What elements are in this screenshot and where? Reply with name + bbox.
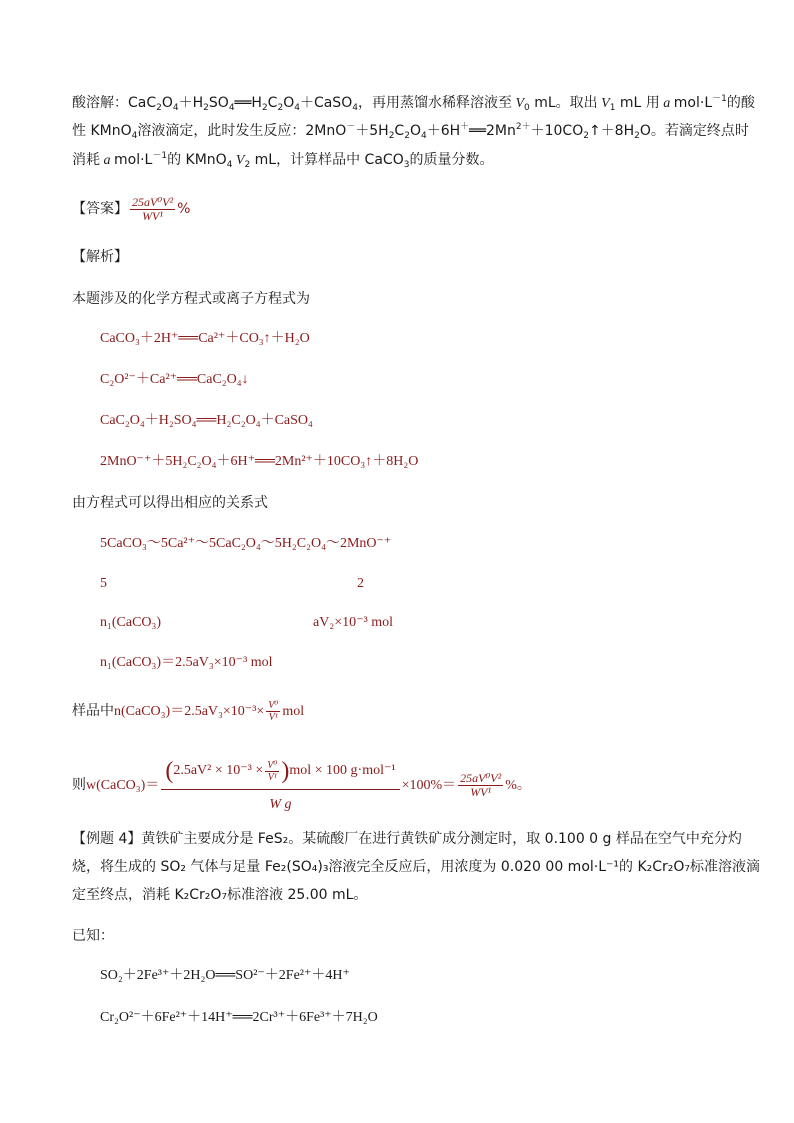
w-line: 则w(CaCO₃)＝ (2.5aV² × 10⁻³ × $\frac{\text{V⁰}}{\text{V¹}}$ )mol × 100 g·mol⁻¹ W g ×100%＝ $\frac{\text{25aV⁰V²}}{\text{WV¹}}$ %。 <box>72 758 531 812</box>
known-eq-1: SO₂＋2Fe³⁺＋2H₂O══SO²⁻＋2Fe²⁺＋4H⁺ <box>100 968 350 983</box>
answer-fraction: $\frac{\text{25aV⁰V²}}{\text{WV¹}}$ <box>132 194 174 223</box>
relation-lead: 由方程式可以得出相应的关系式 <box>72 495 268 511</box>
w-big-fraction: (2.5aV² × 10⁻³ × $\frac{\text{V⁰}}{\text{V¹}}$ )mol × 100 g·mol⁻¹ W g <box>161 756 399 813</box>
sample-line: 样品中n(CaCO₃)＝2.5aV₃×10⁻³× $\frac{\text{V⁰}}{\text{V¹}}$ mol <box>72 699 305 723</box>
sample-fraction: $\frac{\text{V⁰}}{\text{V¹}}$ <box>268 699 279 723</box>
example4-line-3: 定至终点，消耗 K₂Cr₂O₇标准溶液 25.00 mL。 <box>72 887 368 903</box>
known-label: 已知： <box>72 928 114 944</box>
analysis-lead: 本题涉及的化学方程式或离子方程式为 <box>72 291 310 307</box>
w-result-fraction: $\frac{\text{25aV⁰V²}}{\text{WV¹}}$ <box>460 770 502 799</box>
analysis-eq-3: CaC₂O₄＋H₂SO₄══H₂C₂O₄＋CaSO₄ <box>100 413 313 428</box>
example4-line-2: 烧，将生成的 SO₂ 气体与足量 Fe₂(SO₄)₃溶液完全反应后，用浓度为 0.020 00 mol·L⁻¹的 K₂Cr₂O₇标准溶液滴 <box>72 859 761 875</box>
example4-line-1: 【例题 4】黄铁矿主要成分是 FeS₂。某硫酸厂在进行黄铁矿成分测定时，取 0.100 0 g 样品在空气中充分灼 <box>72 831 742 847</box>
answer-label: 【答案】 <box>72 201 128 217</box>
answer-line: 【答案】 $\frac{\text{25aV⁰V²}}{\text{WV¹}}$ % <box>72 194 191 223</box>
analysis-eq-1: CaCO₃＋2H⁺══Ca²⁺＋CO₃↑＋H₂O <box>100 331 310 346</box>
relation-expression: 5CaCO₃～5Ca²⁺～5CaC₂O₄～5H₂C₂O₄～2MnO⁻⁺ <box>100 536 392 551</box>
n1-result: n₁(CaCO₃)＝2.5aV₃×10⁻³ mol <box>100 655 273 670</box>
analysis-eq-2: C₂O²⁻＋Ca²⁺══CaC₂O₄↓ <box>100 372 249 387</box>
intro-line-3: 消耗 a $mol\cdot L^{-1}$的 KMnO$_4$ $V_2$ mL，计算样品中 CaCO$_3$的质量分数。 <box>72 151 494 170</box>
intro-line-2: 性 KMnO$_4$溶液滴定，此时发生反应：$2MnO^-+5H_2C_2O_4+6H^+══2Mn^{2+}+10CO_2↑+8H_2O$。若滴定终点时 <box>72 122 749 141</box>
analysis-label: 【解析】 <box>72 249 128 265</box>
intro-line-1: 酸溶解：$CaC_2O_4+H_2SO_4══H_2C_2O_4+CaSO_4$，再用蒸馏水稀释溶液至 $V_0$ mL。取出 $V_1$ mL 用 a $mol\cdot L^{-1}$的酸 <box>72 94 755 113</box>
analysis-eq-4: 2MnO⁻⁺＋5H₂C₂O₄＋6H⁺══2Mn²⁺＋10CO₃↑＋8H₂O <box>100 454 419 469</box>
known-eq-2: Cr₂O²⁻＋6Fe²⁺＋14H⁺══2Cr³⁺＋6Fe³⁺＋7H₂O <box>100 1010 378 1025</box>
coef-right: 2 <box>357 576 364 591</box>
coef-left: 5 <box>100 576 107 591</box>
n1-right: aV₂×10⁻³ mol <box>313 615 393 630</box>
n1-left: n₁(CaCO₃) <box>100 615 162 630</box>
